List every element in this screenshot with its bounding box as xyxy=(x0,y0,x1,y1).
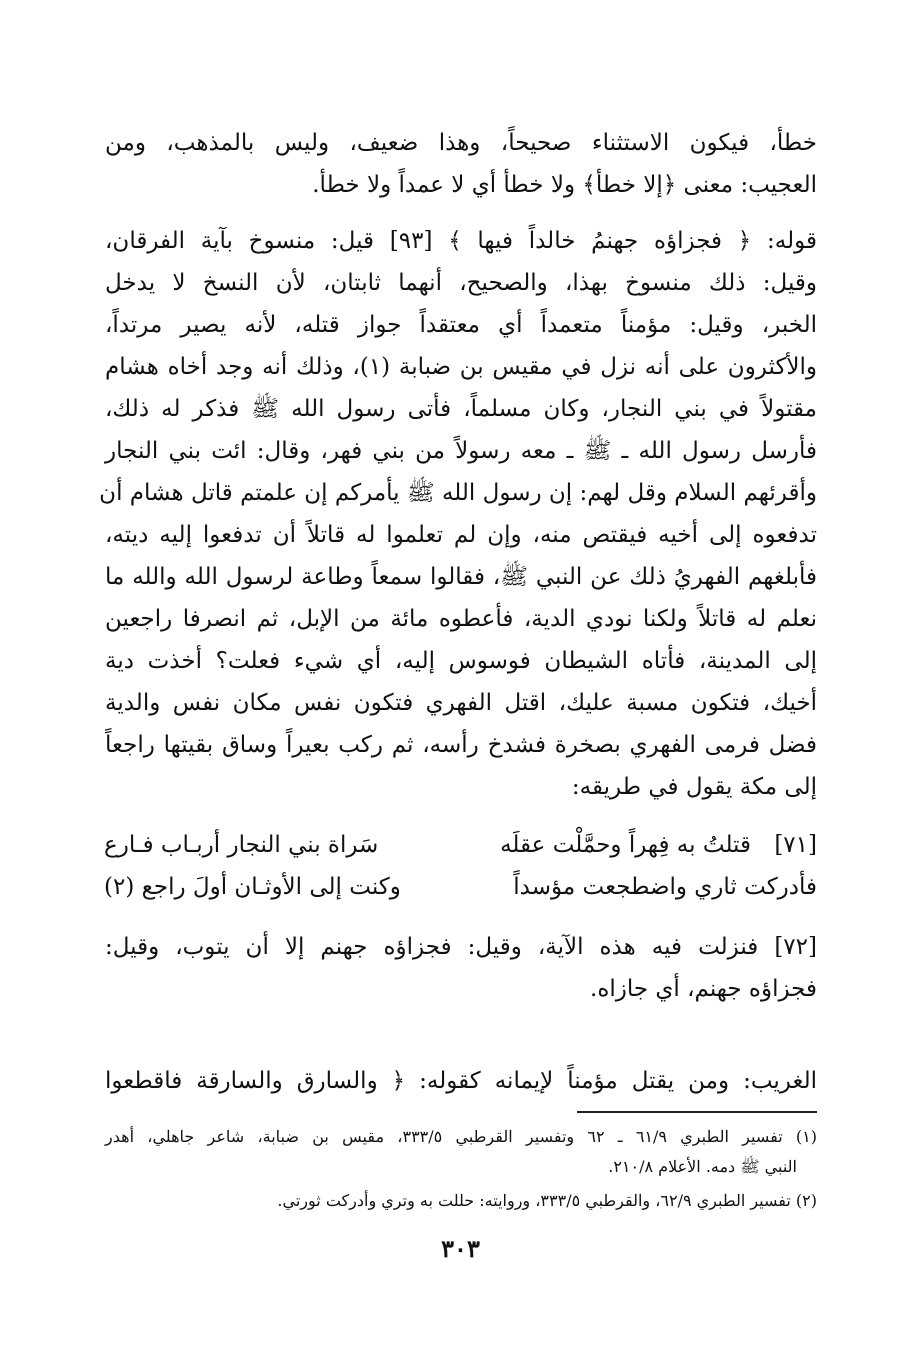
text-line: مقتولاً في بني النجار، وكان مسلماً، فأتى رسول الله ﷺ فذكر له ذلك، xyxy=(105,396,817,422)
text-line: [٧٢] فنزلت فيه هذه الآية، وقيل: فجزاؤه جهنم إلا أن يتوب، وقيل: xyxy=(105,934,817,960)
poem-number: [٧١] xyxy=(774,832,817,858)
text-line: العجيب: معنى ﴿إلا خطأ﴾ ولا خطأ أي لا عمداً ولا خطأ. xyxy=(312,172,817,198)
text-line: فأبلغهم الفهريُ ذلك عن النبي ﷺ، فقالوا سمعاً وطاعة لرسول الله والله ما xyxy=(105,564,817,590)
poem-hemistich: فأدركت ثاري واضطجعت مؤسداً xyxy=(513,874,817,900)
text-line: نعلم له قاتلاً ولكنا نودي الدية، فأعطوه مائة من الإبل، ثم انصرفا راجعين xyxy=(105,606,817,632)
text-line: إلى مكة يقول في طريقه: xyxy=(571,774,817,800)
text-line: فضل فرمى الفهري بصخرة فشدخ رأسه، ثم ركب بعيراً وساق بقيتها راجعاً xyxy=(105,732,817,758)
poem-hemistich: قتلتُ به فِهراً وحمَّلْت عقلَه xyxy=(500,832,751,858)
text-line: قوله: ﴿ فجزاؤه جهنمُ خالداً فيها ﴾ [٩٣] قيل: منسوخ بآية الفرقان، xyxy=(105,228,817,254)
page-number: ٣٠٣ xyxy=(441,1234,480,1263)
text-line: تدفعوه إلى أخيه فيقتص منه، وإن لم تعلموا له قاتلاً أن تدفعوا إليه ديته، xyxy=(105,522,817,548)
footnote: النبي ﷺ دمه. الأعلام ٢١٠/٨. xyxy=(608,1157,797,1176)
text-line: الغريب: ومن يقتل مؤمناً لإيمانه كقوله: ﴿ والسارق والسارقة فاقطعوا xyxy=(105,1068,817,1094)
text-line: إلى المدينة، فأتاه الشيطان فوسوس إليه، أي شيء فعلت؟ أخذت دية xyxy=(105,648,817,674)
text-line: فأرسل رسول الله ـ ﷺ ـ معه رسولاً من بني فهر، وقال: ائت بني النجار xyxy=(105,438,817,464)
text-line: فجزاؤه جهنم، أي جازاه. xyxy=(590,976,817,1002)
text-line: والأكثرون على أنه نزل في مقيس بن ضبابة (١)، وذلك أنه وجد أخاه هشام xyxy=(105,354,818,380)
text-line: وأقرئهم السلام وقل لهم: إن رسول الله ﷺ يأمركم إن علمتم قاتل هشام أن xyxy=(99,480,817,506)
footnote: (١) تفسير الطبري ٦١/٩ ـ ٦٢ وتفسير القرطبي ٣٣٣/٥، مقيس بن ضبابة، شاعر جاهلي، أهدر xyxy=(105,1127,818,1146)
text-line: الخبر، وقيل: مؤمناً متعمداً أي معتقداً جواز قتله، لأنه يصير مرتداً، xyxy=(105,312,817,338)
poem-hemistich: سَراة بني النجار أربـاب فـارع xyxy=(104,832,379,858)
text-line: أخيك، فتكون مسبة عليك، اقتل الفهري فتكون نفس مكان نفس والدية xyxy=(105,690,817,716)
footnote-separator xyxy=(577,1111,817,1113)
footnote: (٢) تفسير الطبري ٦٢/٩، والقرطبي ٣٣٣/٥، وروايته: حللت به وتري وأدركت ثورتي. xyxy=(277,1191,817,1210)
text-line: خطأ، فيكون الاستثناء صحيحاً، وهذا ضعيف، وليس بالمذهب، ومن xyxy=(105,130,817,156)
text-line: وقيل: ذلك منسوخ بهذا، والصحيح، أنهما ثابتان، لأن النسخ لا يدخل xyxy=(105,270,817,296)
poem-hemistich: وكنت إلى الأوثـان أولَ راجع (٢) xyxy=(104,874,401,900)
